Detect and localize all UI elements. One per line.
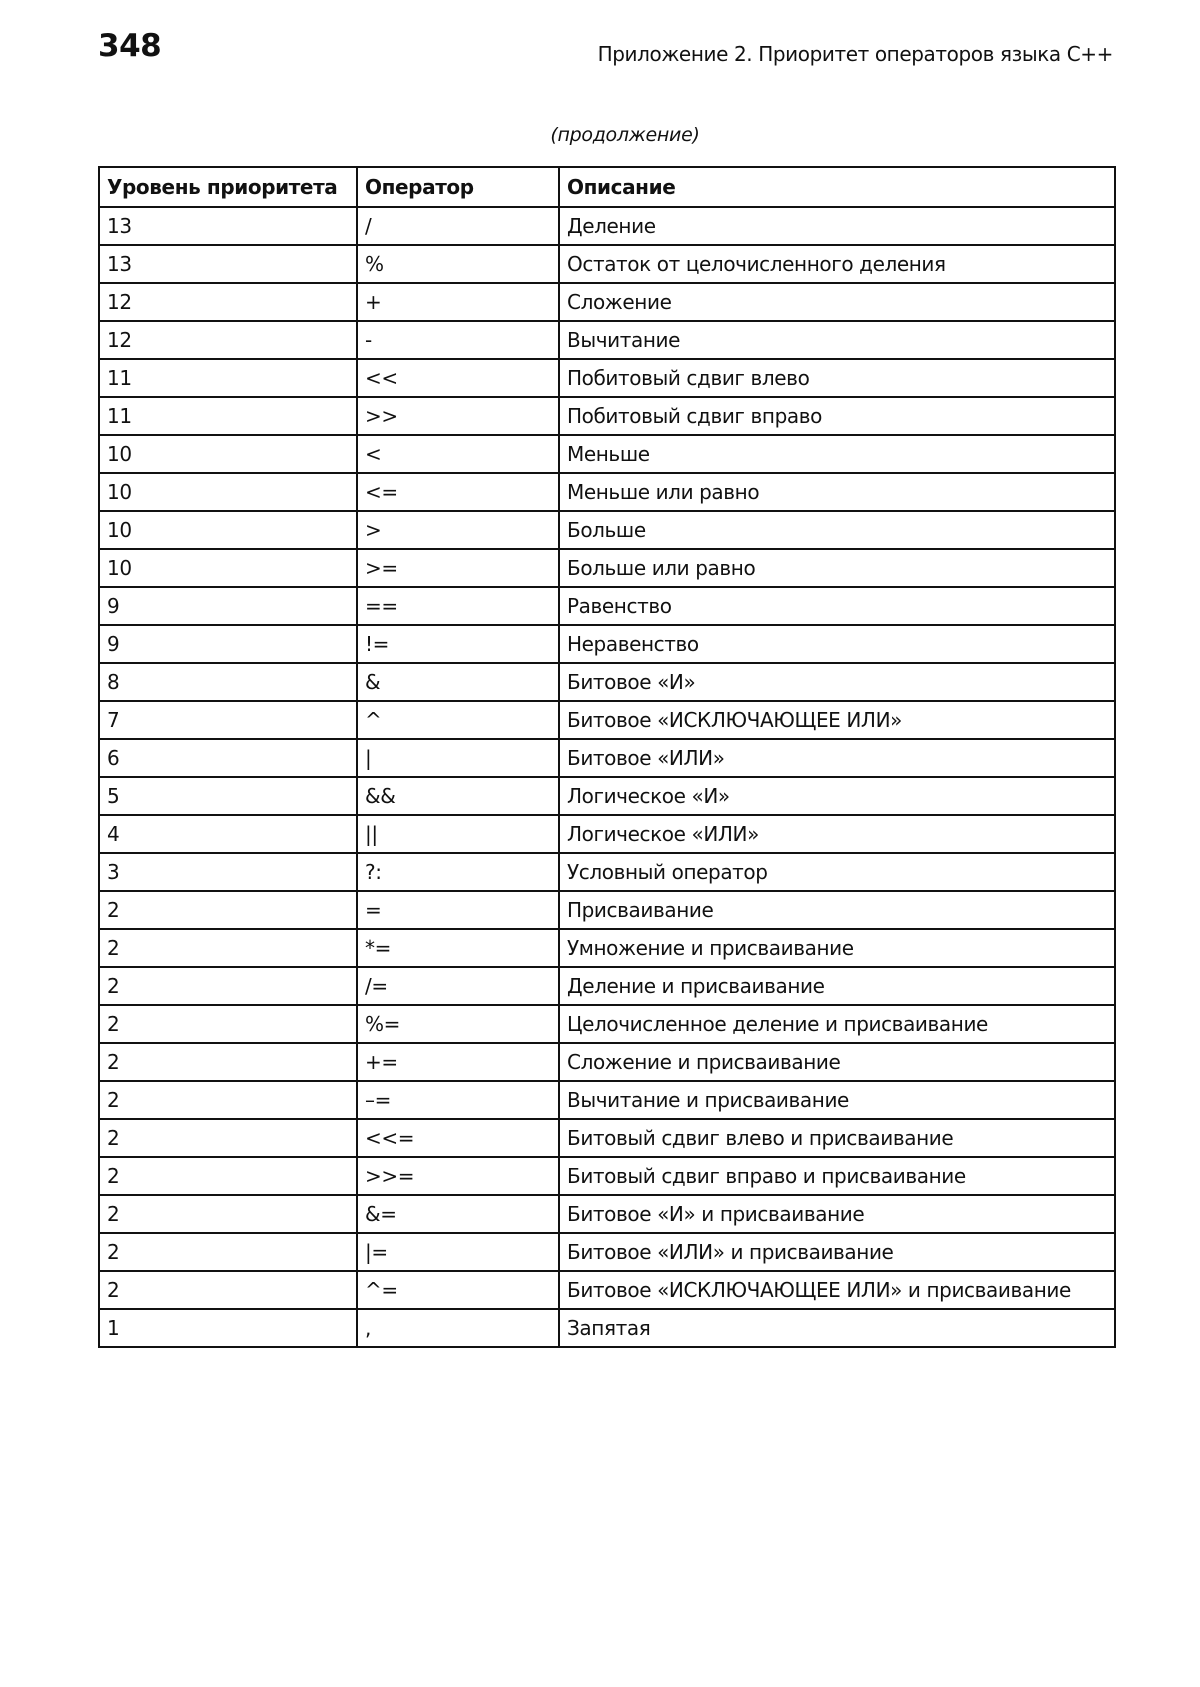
cell-description: Битовое «И» и присваивание	[559, 1195, 1115, 1233]
cell-priority-level: 9	[99, 625, 357, 663]
cell-operator: ==	[357, 587, 559, 625]
column-header-description: Описание	[559, 167, 1115, 207]
table-row	[99, 587, 1115, 625]
cell-operator: ^	[357, 701, 559, 739]
cell-description: Больше или равно	[559, 549, 1115, 587]
cell-description: Равенство	[559, 587, 1115, 625]
table-row	[99, 853, 1115, 891]
cell-priority-level: 2	[99, 1081, 357, 1119]
cell-priority-level: 2	[99, 1233, 357, 1271]
cell-operator: |	[357, 739, 559, 777]
cell-description: Вычитание	[559, 321, 1115, 359]
table-row	[99, 1157, 1115, 1195]
table-row	[99, 549, 1115, 587]
cell-description: Вычитание и присваивание	[559, 1081, 1115, 1119]
cell-priority-level: 10	[99, 549, 357, 587]
cell-operator: /	[357, 207, 559, 245]
cell-description: Битовое «ИЛИ»	[559, 739, 1115, 777]
table-row	[99, 1081, 1115, 1119]
cell-priority-level: 2	[99, 929, 357, 967]
cell-description: Битовое «ИСКЛЮЧАЮЩЕЕ ИЛИ» и присваивание	[559, 1271, 1115, 1309]
operator-precedence-table	[98, 166, 1116, 1348]
cell-description: Сложение и присваивание	[559, 1043, 1115, 1081]
cell-description: Присваивание	[559, 891, 1115, 929]
cell-operator: !=	[357, 625, 559, 663]
table-row	[99, 1271, 1115, 1309]
cell-operator: &=	[357, 1195, 559, 1233]
cell-priority-level: 9	[99, 587, 357, 625]
cell-priority-level: 2	[99, 967, 357, 1005]
cell-description: Побитовый сдвиг влево	[559, 359, 1115, 397]
cell-description: Битовый сдвиг влево и присваивание	[559, 1119, 1115, 1157]
table-row	[99, 473, 1115, 511]
cell-priority-level: 4	[99, 815, 357, 853]
cell-priority-level: 2	[99, 1119, 357, 1157]
cell-description: Битовый сдвиг вправо и присваивание	[559, 1157, 1115, 1195]
cell-operator: <<	[357, 359, 559, 397]
cell-priority-level: 6	[99, 739, 357, 777]
cell-priority-level: 2	[99, 1195, 357, 1233]
cell-operator: –=	[357, 1081, 559, 1119]
table-row	[99, 1005, 1115, 1043]
cell-priority-level: 10	[99, 473, 357, 511]
cell-priority-level: 2	[99, 1157, 357, 1195]
table-row	[99, 929, 1115, 967]
cell-operator: +	[357, 283, 559, 321]
table-row	[99, 1043, 1115, 1081]
table-row	[99, 663, 1115, 701]
cell-description: Битовое «ИСКЛЮЧАЮЩЕЕ ИЛИ»	[559, 701, 1115, 739]
cell-operator: /=	[357, 967, 559, 1005]
cell-priority-level: 2	[99, 1005, 357, 1043]
cell-description: Логическое «ИЛИ»	[559, 815, 1115, 853]
cell-operator: *=	[357, 929, 559, 967]
column-header-operator: Оператор	[357, 167, 559, 207]
cell-operator: &	[357, 663, 559, 701]
cell-priority-level: 13	[99, 245, 357, 283]
cell-operator: %=	[357, 1005, 559, 1043]
cell-operator: >>=	[357, 1157, 559, 1195]
cell-operator: +=	[357, 1043, 559, 1081]
cell-priority-level: 1	[99, 1309, 357, 1347]
cell-priority-level: 10	[99, 435, 357, 473]
cell-description: Деление	[559, 207, 1115, 245]
cell-priority-level: 8	[99, 663, 357, 701]
table-row	[99, 777, 1115, 815]
cell-description: Деление и присваивание	[559, 967, 1115, 1005]
column-header-priority-level: Уровень приоритета	[99, 167, 357, 207]
cell-operator: |=	[357, 1233, 559, 1271]
cell-priority-level: 11	[99, 397, 357, 435]
cell-operator: &&	[357, 777, 559, 815]
table-row	[99, 815, 1115, 853]
cell-priority-level: 12	[99, 321, 357, 359]
table-row	[99, 359, 1115, 397]
table-row	[99, 967, 1115, 1005]
cell-description: Меньше или равно	[559, 473, 1115, 511]
cell-description: Больше	[559, 511, 1115, 549]
cell-operator: <<=	[357, 1119, 559, 1157]
table-continuation-note: (продолжение)	[550, 124, 700, 146]
table-row	[99, 701, 1115, 739]
cell-description: Сложение	[559, 283, 1115, 321]
cell-operator: >>	[357, 397, 559, 435]
cell-description: Умножение и присваивание	[559, 929, 1115, 967]
cell-description: Остаток от целочисленного деления	[559, 245, 1115, 283]
cell-description: Условный оператор	[559, 853, 1115, 891]
cell-priority-level: 3	[99, 853, 357, 891]
table-row	[99, 1195, 1115, 1233]
table-row	[99, 1119, 1115, 1157]
table-row	[99, 739, 1115, 777]
cell-description: Битовое «ИЛИ» и присваивание	[559, 1233, 1115, 1271]
cell-operator: %	[357, 245, 559, 283]
cell-description: Побитовый сдвиг вправо	[559, 397, 1115, 435]
table-header-row	[99, 167, 1115, 207]
table-row	[99, 245, 1115, 283]
table-row	[99, 397, 1115, 435]
running-head: Приложение 2. Приоритет операторов языка С++	[597, 42, 1113, 66]
table-row	[99, 1309, 1115, 1347]
cell-priority-level: 12	[99, 283, 357, 321]
cell-description: Запятая	[559, 1309, 1115, 1347]
cell-priority-level: 7	[99, 701, 357, 739]
cell-priority-level: 5	[99, 777, 357, 815]
cell-priority-level: 11	[99, 359, 357, 397]
table-body	[99, 207, 1115, 1347]
table-row	[99, 321, 1115, 359]
cell-operator: ^=	[357, 1271, 559, 1309]
cell-priority-level: 2	[99, 1043, 357, 1081]
cell-priority-level: 2	[99, 1271, 357, 1309]
cell-description: Неравенство	[559, 625, 1115, 663]
cell-description: Меньше	[559, 435, 1115, 473]
page-number: 348	[98, 28, 162, 64]
cell-description: Битовое «И»	[559, 663, 1115, 701]
cell-operator: >=	[357, 549, 559, 587]
cell-operator: ,	[357, 1309, 559, 1347]
cell-priority-level: 2	[99, 891, 357, 929]
cell-priority-level: 13	[99, 207, 357, 245]
cell-operator: -	[357, 321, 559, 359]
cell-operator: <=	[357, 473, 559, 511]
cell-description: Целочисленное деление и присваивание	[559, 1005, 1115, 1043]
cell-description: Логическое «И»	[559, 777, 1115, 815]
cell-priority-level: 10	[99, 511, 357, 549]
table-row	[99, 1233, 1115, 1271]
cell-operator: ||	[357, 815, 559, 853]
table-row	[99, 511, 1115, 549]
table-row	[99, 625, 1115, 663]
cell-operator: <	[357, 435, 559, 473]
table-row	[99, 207, 1115, 245]
cell-operator: >	[357, 511, 559, 549]
table-row	[99, 891, 1115, 929]
cell-operator: =	[357, 891, 559, 929]
cell-operator: ?:	[357, 853, 559, 891]
table-row	[99, 435, 1115, 473]
table-row	[99, 283, 1115, 321]
